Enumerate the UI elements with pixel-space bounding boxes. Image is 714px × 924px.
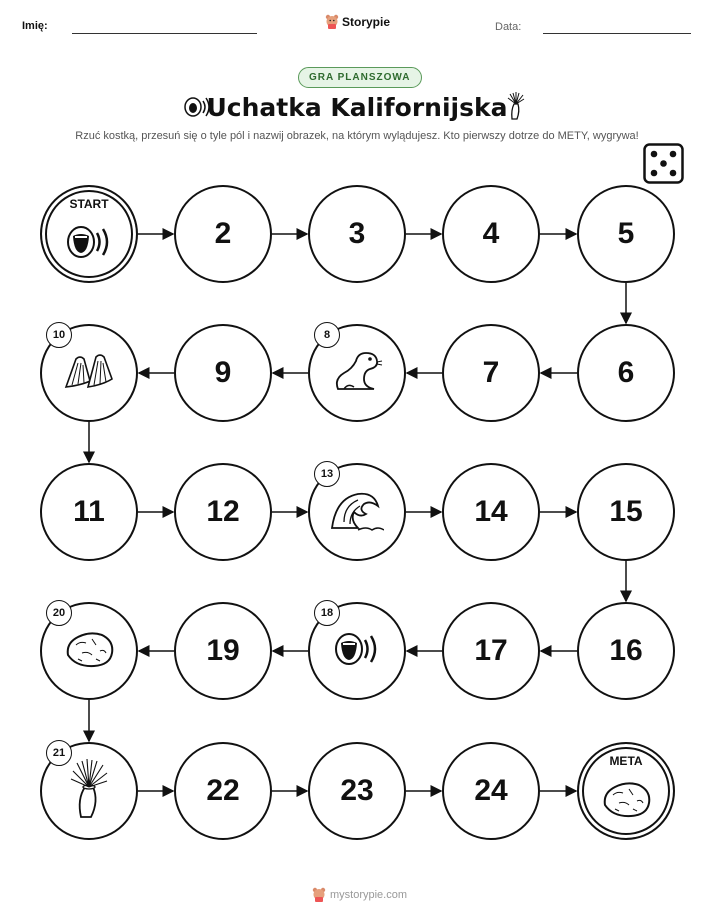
board-cell-24: [442, 742, 540, 840]
board-cell-19: [174, 602, 272, 700]
anemone-icon: [67, 759, 111, 824]
cell-number: 3: [348, 217, 366, 250]
cell-number: 23: [340, 774, 374, 807]
board-cell-17: [442, 602, 540, 700]
board-cell-20: [40, 602, 138, 700]
cell-number: 4: [482, 217, 500, 250]
cell-number-badge: 20: [46, 600, 72, 626]
footer: [312, 887, 407, 902]
page-title: Uchatka Kalifornijska: [206, 93, 508, 122]
bear-logo-icon: [312, 887, 326, 902]
board-cell-6: [577, 324, 675, 422]
cell-number-badge: 18: [314, 600, 340, 626]
date-label: Data:: [495, 21, 522, 33]
instructions: Rzuć kostką, przesuń się o tyle pól i nazwij obrazek, na którym wylądujesz. Kto pierwszy dotrze do METY, wygrywa!: [75, 130, 639, 142]
cell-number-badge: 10: [46, 322, 72, 348]
cell-number: 2: [214, 217, 232, 250]
shout-icon: [66, 224, 112, 265]
cell-number: 14: [474, 495, 508, 528]
category-badge: GRA PLANSZOWA: [298, 67, 422, 88]
brand-name: Storypie: [342, 14, 391, 29]
rock-icon: [62, 629, 116, 674]
rock-icon: [599, 779, 653, 824]
board-cell-13: [308, 463, 406, 561]
cell-number: 17: [474, 634, 508, 667]
cell-number: 6: [617, 356, 635, 389]
board-cell-22: [174, 742, 272, 840]
cell-number: 15: [609, 495, 643, 528]
cell-number: 9: [214, 356, 232, 389]
board-cell-5: [577, 185, 675, 283]
start-label: START: [69, 197, 109, 211]
board-cell-3: [308, 185, 406, 283]
board-cell-10: [40, 324, 138, 422]
cell-number-badge: 13: [314, 461, 340, 487]
board-cell-21: [40, 742, 138, 840]
cell-number: 7: [482, 356, 500, 389]
board-cell-1: [40, 185, 138, 283]
cell-number: 5: [617, 217, 635, 250]
board-cell-15: [577, 463, 675, 561]
board-cell-11: [40, 463, 138, 561]
cell-number-badge: 8: [314, 322, 340, 348]
board-cell-12: [174, 463, 272, 561]
name-label: Imię:: [22, 20, 48, 32]
cell-number: 16: [609, 634, 643, 667]
board-cell-23: [308, 742, 406, 840]
board-cell-14: [442, 463, 540, 561]
cell-number: 11: [73, 495, 105, 528]
board-cell-2: [174, 185, 272, 283]
footer-url: mystorypie.com: [330, 888, 408, 901]
board-cell-4: [442, 185, 540, 283]
shout-icon: [334, 631, 380, 672]
flippers-icon: [62, 351, 116, 396]
board-cell-16: [577, 602, 675, 700]
cell-number: 12: [206, 495, 240, 528]
cell-number: 24: [474, 774, 508, 807]
board-cell-9: [174, 324, 272, 422]
board-cell-8: [308, 324, 406, 422]
wave-icon: [330, 488, 384, 537]
cell-number: 22: [206, 774, 240, 807]
sea-lion-icon: [330, 349, 384, 398]
board-cell-18: [308, 602, 406, 700]
cell-number: 19: [206, 634, 240, 667]
board-cell-7: [442, 324, 540, 422]
cell-number-badge: 21: [46, 740, 72, 766]
board-cell-25: [577, 742, 675, 840]
finish-label: META: [609, 754, 643, 768]
